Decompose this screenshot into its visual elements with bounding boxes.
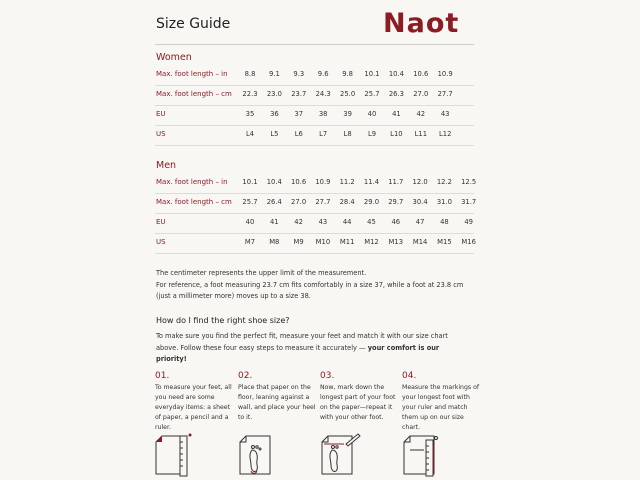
- table-cell: M11: [339, 238, 355, 246]
- table-cell: 26.3: [388, 90, 404, 98]
- table-cell: 42: [416, 110, 426, 118]
- table-cell: M8: [269, 238, 280, 246]
- table-row: [155, 105, 474, 126]
- table-cell: M10: [315, 238, 331, 246]
- table-row: [155, 85, 474, 106]
- table-cell: 23.7: [291, 90, 307, 98]
- step-1: [155, 371, 235, 433]
- paper-foot-icon: [238, 432, 278, 478]
- step-number: 04.: [402, 371, 417, 381]
- men-section-title: Men: [156, 160, 177, 171]
- note-line-2: For reference, a foot measuring 23.7 cm fits comfortably in a size 37, while a foot at 23.8 cm: [156, 281, 464, 289]
- step-number: 01.: [155, 371, 170, 381]
- table-row: [155, 173, 477, 194]
- women-section-title: Women: [156, 52, 192, 63]
- divider: [155, 44, 474, 45]
- table-cell: 27.0: [413, 90, 429, 98]
- table-cell: 28.4: [339, 198, 355, 206]
- table-cell: 45: [367, 218, 376, 226]
- table-cell: M15: [437, 238, 452, 246]
- table-cell: 29.7: [388, 198, 404, 206]
- table-cell: 25.7: [364, 90, 380, 98]
- table-cell: M16: [461, 238, 476, 246]
- row-label: Max. foot length – cm: [156, 198, 232, 206]
- table-cell: 31.7: [461, 198, 477, 206]
- table-cell: 27.7: [315, 198, 331, 206]
- row-label: Max. foot length – cm: [156, 90, 232, 98]
- table-cell: 10.6: [413, 70, 429, 78]
- table-cell: 43: [318, 218, 328, 226]
- table-cell: M12: [364, 238, 379, 246]
- page-title: Size Guide: [156, 16, 231, 32]
- table-cell: 46: [391, 218, 401, 226]
- table-cell: 24.3: [315, 90, 331, 98]
- table-cell: 25.7: [242, 198, 258, 206]
- table-cell: 27.0: [291, 198, 307, 206]
- table-cell: 11.2: [339, 178, 355, 186]
- table-cell: 42: [294, 218, 303, 226]
- table-cell: 26.4: [266, 198, 282, 206]
- table-cell: 12.5: [461, 178, 477, 186]
- table-cell: M13: [388, 238, 404, 246]
- step-text: Now, mark down the longest part of your foot on the paper—repeat it with your other foot.: [320, 384, 396, 421]
- row-label: Max. foot length – in: [156, 178, 228, 186]
- table-cell: 29.0: [363, 198, 380, 206]
- note-line-3: (just a millimeter more) moves up to a size 38.: [156, 292, 311, 300]
- table-cell: 10.4: [266, 178, 282, 186]
- row-label: EU: [156, 110, 166, 118]
- howto-intro: [156, 331, 466, 366]
- step-2: [238, 371, 318, 423]
- table-cell: 10.9: [437, 70, 453, 78]
- table-row: [155, 193, 477, 214]
- table-cell: 38: [318, 110, 328, 118]
- table-cell: 31.0: [436, 198, 452, 206]
- step-number: 03.: [320, 371, 335, 381]
- table-cell: L8: [343, 130, 352, 138]
- intro-text: To make sure you find the perfect fit, measure your feet and match it with our size chart above. Follow these four easy steps to measure it accurately —: [156, 332, 448, 352]
- step-text: Place that paper on the floor, leaning against a wall, and place your heel to it.: [238, 384, 316, 421]
- table-cell: 9.6: [317, 70, 329, 78]
- table-cell: 10.1: [364, 70, 380, 78]
- table-cell: 11.7: [388, 178, 404, 186]
- table-cell: M7: [244, 238, 256, 246]
- table-cell: 10.4: [388, 70, 404, 78]
- step-number: 02.: [238, 371, 253, 381]
- table-cell: 9.1: [268, 70, 280, 78]
- table-cell: 43: [440, 110, 450, 118]
- table-cell: 30.4: [412, 198, 428, 206]
- note-line-1: The centimeter represents the upper limit of the measurement.: [156, 269, 367, 277]
- table-row: [155, 65, 474, 86]
- row-label: EU: [156, 218, 166, 226]
- table-cell: 41: [269, 218, 279, 226]
- row-label: US: [156, 130, 166, 138]
- table-cell: 8.8: [244, 70, 256, 78]
- table-cell: 12.2: [436, 178, 452, 186]
- table-cell: L4: [245, 130, 255, 138]
- table-cell: 23.0: [266, 90, 282, 98]
- table-cell: 36: [270, 110, 279, 118]
- table-cell: 12.0: [412, 178, 428, 186]
- table-cell: 22.3: [242, 90, 258, 98]
- naot-logo: Naot: [383, 8, 460, 39]
- step-3: [320, 371, 400, 423]
- table-row: [155, 233, 474, 254]
- table-cell: L5: [270, 130, 279, 138]
- table-cell: 11.4: [363, 178, 380, 186]
- row-label: US: [156, 238, 166, 246]
- table-cell: L6: [294, 130, 303, 138]
- howto-heading: How do I find the right shoe size?: [156, 316, 290, 325]
- table-cell: 40: [245, 218, 255, 226]
- table-cell: 25.0: [340, 90, 356, 98]
- paper-ruler-measure-icon: [402, 432, 446, 478]
- paper-pencil-ruler-icon: [154, 432, 194, 478]
- table-cell: L9: [367, 130, 377, 138]
- table-cell: 40: [367, 110, 377, 118]
- step-text: To measure your feet, all you need are some everyday items: a sheet of paper, a pencil and a ruler.: [155, 384, 232, 431]
- table-cell: 41: [392, 110, 401, 118]
- table-cell: 39: [343, 110, 352, 118]
- table-cell: M14: [412, 238, 428, 246]
- table-cell: 27.7: [437, 90, 453, 98]
- table-cell: M9: [293, 238, 304, 246]
- table-cell: 48: [440, 218, 449, 226]
- step-text: Measure the markings of your longest foot with your ruler and match them up on our size chart.: [402, 384, 480, 431]
- table-cell: 37: [294, 110, 304, 118]
- table-cell: 10.1: [242, 178, 258, 186]
- table-cell: 10.6: [291, 178, 307, 186]
- step-4: [402, 371, 482, 433]
- table-cell: 44: [342, 218, 352, 226]
- paper-foot-mark-icon: [320, 432, 364, 478]
- table-cell: 9.8: [342, 70, 353, 78]
- intro-bold: your comfort is our priority!: [156, 343, 440, 363]
- table-cell: L7: [319, 130, 328, 138]
- table-cell: L11: [414, 130, 428, 138]
- table-cell: 35: [245, 110, 255, 118]
- table-cell: 49: [464, 218, 474, 226]
- table-cell: 47: [415, 218, 425, 226]
- row-label: Max. foot length – in: [156, 70, 228, 78]
- table-row: [155, 125, 474, 146]
- table-cell: 9.3: [293, 70, 305, 78]
- table-cell: 10.9: [315, 178, 331, 186]
- table-cell: L10: [390, 130, 403, 138]
- table-row: [155, 213, 474, 234]
- table-cell: L12: [438, 130, 452, 138]
